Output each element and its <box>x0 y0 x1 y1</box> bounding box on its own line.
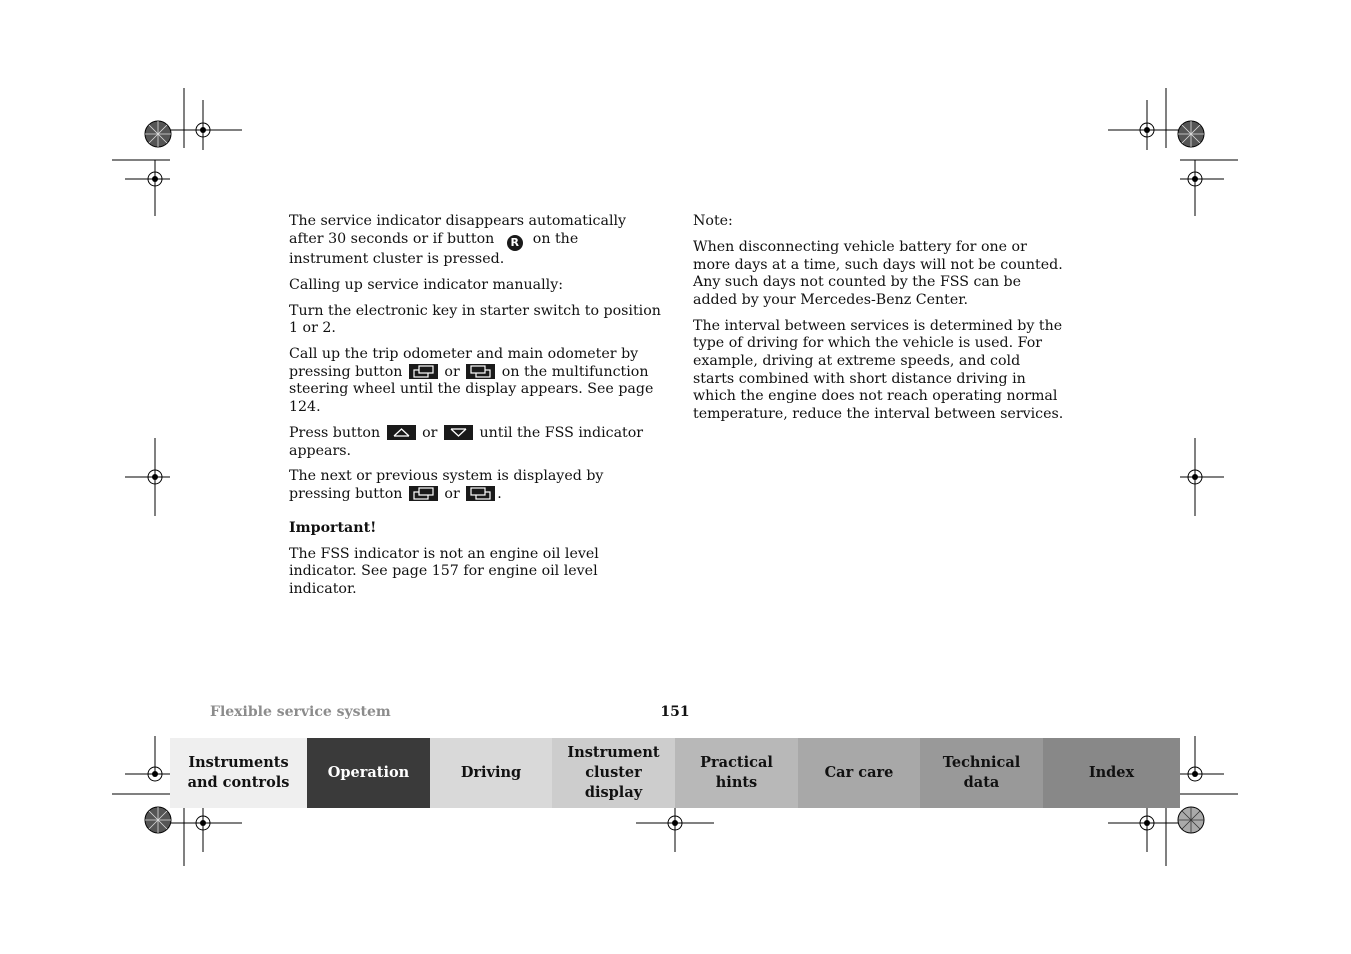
right-column <box>693 213 1065 432</box>
tab-car-care[interactable]: Car care <box>798 738 920 808</box>
text: Press button <box>289 424 381 441</box>
tab-index[interactable]: Index <box>1043 738 1180 808</box>
tab-practical-hints[interactable]: Practical hints <box>675 738 798 808</box>
page-number: 151 <box>660 704 690 720</box>
page-back-button-icon <box>409 364 438 379</box>
section-title: Flexible service system <box>210 704 391 720</box>
reset-button-icon: R <box>507 235 523 251</box>
tab-instrument-cluster-display[interactable]: Instrument cluster display <box>552 738 675 808</box>
important-heading: Important! <box>289 519 377 536</box>
page-forward-button-icon <box>466 486 495 501</box>
text: on the multifunction steering wheel until the display appears. See page 124. <box>289 363 654 415</box>
text: or <box>422 424 438 441</box>
text: or <box>444 363 460 380</box>
page-back-button-icon <box>409 486 438 501</box>
text: Call up the trip odometer and main odometer by pressing button <box>289 346 639 380</box>
paragraph-turn-key: Turn the electronic key in starter switch to position 1 or 2. <box>289 302 661 337</box>
paragraph-next-previous <box>289 468 661 503</box>
paragraph-interval: The interval between services is determined by the type of driving for which the vehicle is used. For example, driving at extreme speeds, and cold starts combined with short distance driving in which the engine does not reach operating normal temperature, reduce the interval between services. <box>693 317 1064 422</box>
tab-operation[interactable]: Operation <box>307 738 430 808</box>
paragraph-calling-up: Calling up service indicator manually: <box>289 276 563 293</box>
tab-technical-data[interactable]: Technical data <box>920 738 1043 808</box>
note-heading: Note: <box>693 213 733 229</box>
paragraph-fss-not-oil: The FSS indicator is not an engine oil level indicator. See page 157 for engine oil level indicator. <box>289 545 599 597</box>
text: until the FSS indicator appears. <box>289 424 644 459</box>
text: . <box>497 486 502 503</box>
tab-driving[interactable]: Driving <box>430 738 552 808</box>
paragraph-battery: When disconnecting vehicle battery for one or more days at a time, such days will not be counted. Any such days not counted by the FSS can be added by your Mercedes-Benz Center. <box>693 238 1063 308</box>
text: The next or previous system is displayed by pressing button <box>289 468 604 503</box>
paragraph-trip-odometer <box>289 346 661 416</box>
text: on the instrument cluster is pressed. <box>289 230 579 267</box>
left-column <box>289 213 661 607</box>
arrow-up-button-icon <box>387 425 416 440</box>
paragraph-auto-disappear <box>289 213 661 268</box>
text: or <box>444 486 460 503</box>
page-forward-button-icon <box>466 364 495 379</box>
chapter-nav <box>170 738 1180 808</box>
text: The service indicator disappears automatically after 30 seconds or if button <box>289 213 627 247</box>
arrow-down-button-icon <box>444 425 473 440</box>
paragraph-press-button <box>289 425 661 460</box>
tab-instruments-and-controls[interactable]: Instruments and controls <box>170 738 307 808</box>
